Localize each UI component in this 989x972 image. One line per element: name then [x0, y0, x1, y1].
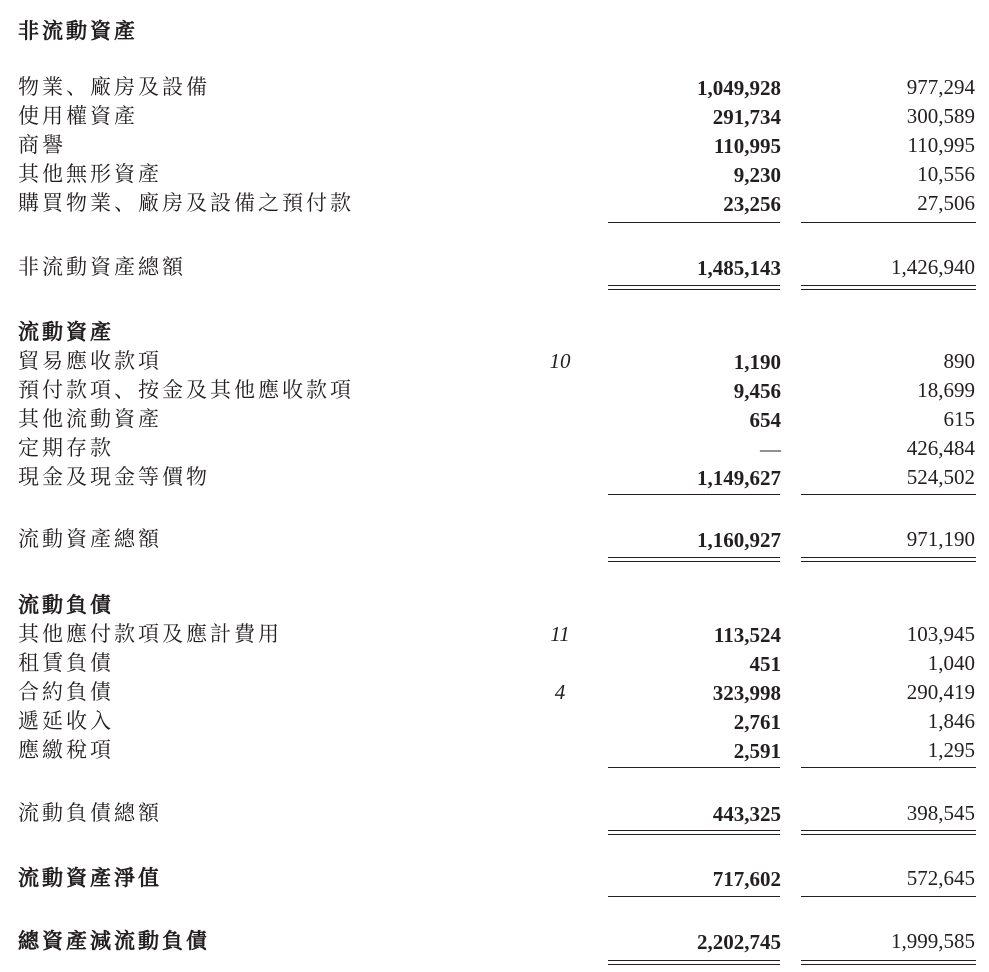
subtotal-rule [801, 494, 976, 495]
note-ref: 4 [554, 680, 566, 704]
subtotal-rule [608, 767, 780, 768]
current-value: 9,230 [733, 163, 781, 187]
row-label: 應繳稅項 [18, 738, 114, 762]
current-value: 110,995 [713, 134, 781, 158]
current-value: 291,734 [712, 105, 781, 129]
note-ref: 11 [550, 622, 570, 646]
previous-total: 1,426,940 [891, 255, 975, 279]
subtotal-rule [608, 494, 780, 495]
double-rule [608, 834, 780, 835]
row-label: 定期存款 [18, 436, 114, 460]
row-label: 購買物業、廠房及設備之預付款 [18, 191, 354, 215]
double-rule [801, 289, 976, 290]
double-rule [801, 557, 976, 558]
current-value: 113,524 [713, 623, 781, 647]
previous-value: 1,040 [927, 651, 975, 675]
current-value: 1,190 [733, 350, 781, 374]
previous-value: 300,589 [906, 104, 975, 128]
double-rule [801, 561, 976, 562]
previous-value: 110,995 [907, 133, 975, 157]
previous-value: 890 [943, 349, 975, 373]
double-rule [608, 561, 780, 562]
row-label: 其他應付款項及應計費用 [18, 622, 282, 646]
current-value: 1,149,627 [697, 466, 781, 490]
heading-non-current-assets [0, 17, 989, 47]
previous-value: 615 [943, 407, 975, 431]
section-heading: 非流動資產 [18, 18, 138, 43]
previous-value: 27,506 [917, 191, 975, 215]
previous-value: 1,295 [927, 738, 975, 762]
previous-total: 572,645 [906, 866, 975, 890]
heading-current-assets [0, 318, 989, 348]
subtotal-rule [801, 767, 976, 768]
current-total: 717,602 [712, 867, 781, 891]
previous-value: 103,945 [906, 622, 975, 646]
total-assets-less-current-liabilities-row [0, 927, 989, 957]
section-heading: 流動負債 [18, 592, 114, 617]
double-rule [608, 830, 780, 831]
previous-total: 971,190 [906, 527, 975, 551]
double-rule [801, 960, 976, 961]
double-rule [801, 285, 976, 286]
total-label: 流動資產總額 [18, 527, 162, 551]
total-row [0, 525, 989, 555]
table-row [0, 189, 989, 219]
table-row [0, 434, 989, 464]
row-label: 使用權資產 [18, 104, 138, 128]
note-ref: 10 [549, 349, 571, 373]
table-row [0, 73, 989, 103]
current-value: 451 [749, 652, 781, 676]
current-total: 1,485,143 [697, 256, 781, 280]
current-value: 2,591 [733, 739, 781, 763]
double-rule [608, 964, 780, 965]
table-row [0, 160, 989, 190]
table-row [0, 347, 989, 377]
table-row [0, 649, 989, 679]
current-value: 9,456 [733, 379, 781, 403]
previous-value: 10,556 [917, 162, 975, 186]
total-label: 流動負債總額 [18, 801, 162, 825]
net-current-assets-row [0, 864, 989, 894]
current-total: 2,202,745 [697, 930, 781, 954]
current-total: 443,325 [712, 802, 781, 826]
double-rule [801, 834, 976, 835]
previous-total: 398,545 [906, 801, 975, 825]
double-rule [608, 557, 780, 558]
subtotal-rule [801, 896, 976, 897]
previous-value: 426,484 [906, 436, 975, 460]
previous-value: 1,846 [927, 709, 975, 733]
row-label: 其他流動資產 [18, 407, 162, 431]
row-label: 商譽 [18, 133, 66, 157]
subtotal-rule [801, 222, 976, 223]
previous-value: 18,699 [917, 378, 975, 402]
double-rule [608, 289, 780, 290]
row-label: 物業、廠房及設備 [18, 75, 210, 99]
current-total: 1,160,927 [697, 528, 781, 552]
subtotal-rule [608, 222, 780, 223]
current-value: 654 [749, 408, 781, 432]
row-label: 預付款項、按金及其他應收款項 [18, 378, 354, 402]
double-rule [608, 285, 780, 286]
section-heading: 流動資產 [18, 319, 114, 344]
current-value: 323,998 [712, 681, 781, 705]
previous-value: 290,419 [906, 680, 975, 704]
subtotal-rule [608, 896, 780, 897]
row-label: 遞延收入 [18, 709, 114, 733]
previous-value: 524,502 [906, 465, 975, 489]
double-rule [801, 964, 976, 965]
table-row [0, 736, 989, 766]
total-row [0, 799, 989, 829]
row-label: 合約負債 [18, 680, 114, 704]
row-label: 其他無形資產 [18, 162, 162, 186]
current-value: 2,761 [733, 710, 781, 734]
table-row [0, 620, 989, 650]
double-rule [608, 960, 780, 961]
previous-total: 1,999,585 [891, 929, 975, 953]
table-row [0, 376, 989, 406]
grand-total-label: 總資產減流動負債 [18, 928, 210, 953]
table-row [0, 463, 989, 493]
heading-current-liabilities [0, 591, 989, 621]
table-row [0, 405, 989, 435]
current-value: — [760, 437, 781, 461]
double-rule [801, 830, 976, 831]
row-label: 現金及現金等價物 [18, 465, 210, 489]
current-value: 1,049,928 [697, 76, 781, 100]
total-row [0, 253, 989, 283]
table-row [0, 102, 989, 132]
row-label: 租賃負債 [18, 651, 114, 675]
table-row [0, 707, 989, 737]
previous-value: 977,294 [906, 75, 975, 99]
row-label: 貿易應收款項 [18, 349, 162, 373]
table-row [0, 678, 989, 708]
table-row [0, 131, 989, 161]
net-current-assets-label: 流動資產淨值 [18, 865, 162, 890]
current-value: 23,256 [723, 192, 781, 216]
total-label: 非流動資產總額 [18, 255, 186, 279]
